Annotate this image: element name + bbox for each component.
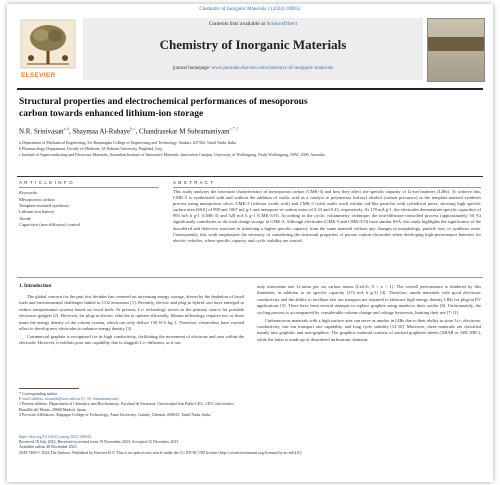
sciencedirect-link[interactable]: ScienceDirect bbox=[266, 21, 298, 27]
abstract-heading: A B S T R A C T bbox=[173, 180, 214, 185]
affiliation-mark: c bbox=[19, 152, 21, 157]
author-name[interactable]: N.R. Srinivasan bbox=[19, 127, 64, 136]
keyword: Template-assisted synthesis bbox=[19, 203, 69, 209]
info-rule bbox=[17, 176, 483, 177]
article-info-heading: A R T I C L E I N F O bbox=[19, 180, 74, 185]
footnote-email[interactable]: E-mail address: msrmith@uow.edu.au (C. M. Subramaniyam). bbox=[19, 396, 120, 402]
article-info-rule bbox=[19, 187, 159, 188]
article-title bbox=[19, 96, 479, 120]
author-name[interactable]: Shaymaa Al-Rubaye bbox=[72, 127, 131, 136]
contents-prefix: Contents lists available at bbox=[208, 21, 266, 27]
author-marks: b,c bbox=[130, 126, 136, 131]
keyword-list bbox=[19, 197, 139, 228]
journal-title: Chemistry of Inorganic Materials bbox=[159, 37, 347, 52]
affiliation bbox=[19, 152, 479, 157]
author-marks: a,b bbox=[63, 126, 69, 131]
paragraph: Commercial graphite is recognized for its high conductivity, facilitating the movement of electrons and ions within the electrode. However, it exhibits poor rate capability due to sluggish Li+ diffusion, as it can bbox=[19, 333, 244, 346]
received-dates: Received 18 July 2023; Received in revised form 19 November 2023; Accepted 22 December 2023 bbox=[19, 439, 179, 445]
paragraph: The global concern for the past few decades has centered on increasing energy storage, driven by the depletion of fossil fuels and environmental challenges linked to CO2 emissions [1]. Recently, electric and plug-in hybrid cars have emerged to reduce transportation systems based on fossil fuels. At present, Li+ technology serves as the primary source for portable electronic gadgets [2]. However, for plug-in electric vehicles to operate efficiently, lithium technology requires two or three times the energy density of the current system, which can only deliver 150 W h kg-1. Therefore, researchers have exerted effort to develop new electrodes to enhance energy density [3]. bbox=[19, 294, 244, 332]
doi-link[interactable]: https://doi.org/10.1016/j.cinorg.2023.100032 bbox=[19, 434, 91, 439]
cover-band bbox=[428, 37, 484, 51]
homepage-line bbox=[83, 66, 423, 71]
body-rule bbox=[17, 277, 483, 278]
abstract-text: This study analyses the structural characteristics of mesoporous carbon (CMK-3) and how they affect the specific capacity of Li-ion batteries (LIBs). To achieve this, CMK-3 is synthesized with and without the addition of oxalic acid as a catalyst to polymerize furfuryl alcohol (carbon precursor) in the template-assisted synthesis process using mesoporous silica. CMK-3 (without oxalic acid) and CMK-3 (with oxalic acid) exhibit rod-like particles with cylindrical pores, showing high specific surface area (SSA) of 998 and 1067 m2 g-1 and mesopore-to-carbon ratios of 0.23 and 0.43, respectively. At 178 mA g-1, the electrodes demonstrate specific capacities of 993 mA h g-1 (CMK-3) and 520 mA h g-1 (CMK-3/O). According to the cyclic voltammetry technique, the non-diffusion-controlled process (approximately 50 %) significantly contributes to the total charge storage in CMK-3. Although electrodes (CMK-3 and CMK-3/O) have similar SSA, this study highlights the significance of the disordered and defective structure in achieving a higher specific capacity from the same material without any changes in morphology, particle size, or synthesis route. Consequently, this work emphasizes the necessity of considering the structural properties of porous carbon electrodes when developing high-performance batteries for electric vehicles, where specific capacity and cyclic stability are crucial. bbox=[173, 189, 481, 243]
keyword: Mesoporous carbon bbox=[19, 197, 55, 202]
paragraph: Carbonaceous materials with a high surface area can serve as anodes in LIBs due to their ability to store Li+, electronic conductivity, fast ion transport rate capability, and long cycle stability [12-16]. Moreover, these materials are classified mainly into graphitic and non-graphitic. The graphitic material consists of stacked graphene sheets (ABAB or ABCABC), while the latter is made up of disordered turbostratic domains bbox=[257, 317, 481, 342]
author-name[interactable]: Chandrasekar M Subramaniyam bbox=[139, 127, 230, 136]
affiliation-mark: a bbox=[19, 140, 21, 145]
affiliation-text: Institute of Superconducting and Electronic Materials, Australian Institute of Innovative Materials, Innovation Campus, University of Wollongong, North Wollongong, NSW, 2500, Australia bbox=[21, 152, 325, 157]
article-title-line-1: Structural properties and electrochemical performances of mesoporous bbox=[19, 97, 308, 107]
paper-page bbox=[7, 4, 493, 482]
right-column bbox=[257, 284, 481, 345]
keyword: Lithium-ion battery bbox=[19, 209, 55, 215]
journal-header bbox=[17, 18, 483, 82]
left-column bbox=[19, 294, 244, 348]
footnote-rule bbox=[19, 388, 79, 389]
journal-citation-link[interactable]: Chemistry of Inorganic Materials 2 (2024) 100032 bbox=[199, 7, 301, 12]
abstract-rule bbox=[173, 187, 481, 188]
footnote: 2 Previous Affiliation: Alagappa College of Technology, Anna University, Guindy, Chennai, 600025, Tamil Nadu, India. bbox=[19, 411, 212, 417]
journal-info-box bbox=[83, 18, 423, 80]
copyright-notice: 2949-7469/© 2024 The Authors. Published by Elsevier B.V. This is an open access article under the CC BY-NC-ND license (http://creativecommons.org/licenses/by-nc-nd/4.0/). bbox=[19, 449, 303, 455]
footnotes bbox=[19, 391, 244, 417]
article-metadata bbox=[19, 434, 483, 455]
keyword: Capacitive (non-diffusive) control bbox=[19, 221, 81, 227]
keyword: Anode bbox=[19, 215, 31, 221]
keywords-label: Keywords: bbox=[19, 190, 39, 195]
footnote: 1 Present address: Department of Chemistry and Biochemistry, Facultad de Farmacia, Universidad San Pablo-CEU, CEU Universities, Boadilla del Monte, 28668 Madrid, Spain. bbox=[19, 401, 235, 412]
affiliation bbox=[19, 140, 479, 145]
affiliation-text: Pharmacology Department, Faculty of Medicine, Al-Nahrain University, Baghdad, Iraq bbox=[22, 146, 162, 151]
footnote: * Corresponding author. bbox=[19, 391, 58, 396]
available-online: Available online 28 December 2023 bbox=[19, 444, 77, 450]
affiliation bbox=[19, 146, 479, 151]
header-rule bbox=[17, 88, 483, 90]
introduction-heading: 1. Introduction bbox=[19, 284, 52, 289]
affiliation-mark: b bbox=[19, 146, 21, 151]
author-marks: c,*,1 bbox=[229, 126, 239, 131]
elsevier-wordmark: ELSEVIER bbox=[21, 72, 56, 79]
elsevier-logo bbox=[17, 18, 79, 82]
homepage-link[interactable]: www.journals.elsevier.com/chemistry-of-inorganic-materials bbox=[211, 66, 334, 71]
paragraph: only intercalate one Li-atom per six carbon atoms (LixC6, 0 < x < 1). The overall performance is hindered by this limitation, in addition to its specific capacity (372 mA h g-1) [4]. Therefore, anode materials with good electronic conductivity and the ability to facilitate fast ion transport are required to fabricate high energy density LIBs for plug-in EV applications [5]. There have been several attempts to replace graphite using metals/or their oxides [6]. Unfortunately, the cycling process is accompanied by considerable volume change and voltage hysteresis, limiting their use [7-11]. bbox=[257, 284, 481, 315]
elsevier-tree-icon bbox=[17, 18, 79, 70]
contents-line bbox=[83, 21, 423, 27]
journal-cover-thumbnail bbox=[427, 18, 485, 82]
affiliation-text: Department of Mechanical Engineering, Sri Shanmugha College of Engineering and Technology, Sankari, 637304, Tamil Nadu, India bbox=[22, 140, 236, 145]
homepage-prefix: journal homepage: bbox=[172, 66, 211, 71]
article-title-line-2: carbon towards enhanced lithium-ion storage bbox=[19, 109, 204, 119]
author-list: N.R. Srinivasan$^{a,b}$, Shaymaa Al-Rubaye$^{b,c}$, Chandrasekar M Subramaniyam$^{c,*,1}$ bbox=[19, 126, 239, 136]
